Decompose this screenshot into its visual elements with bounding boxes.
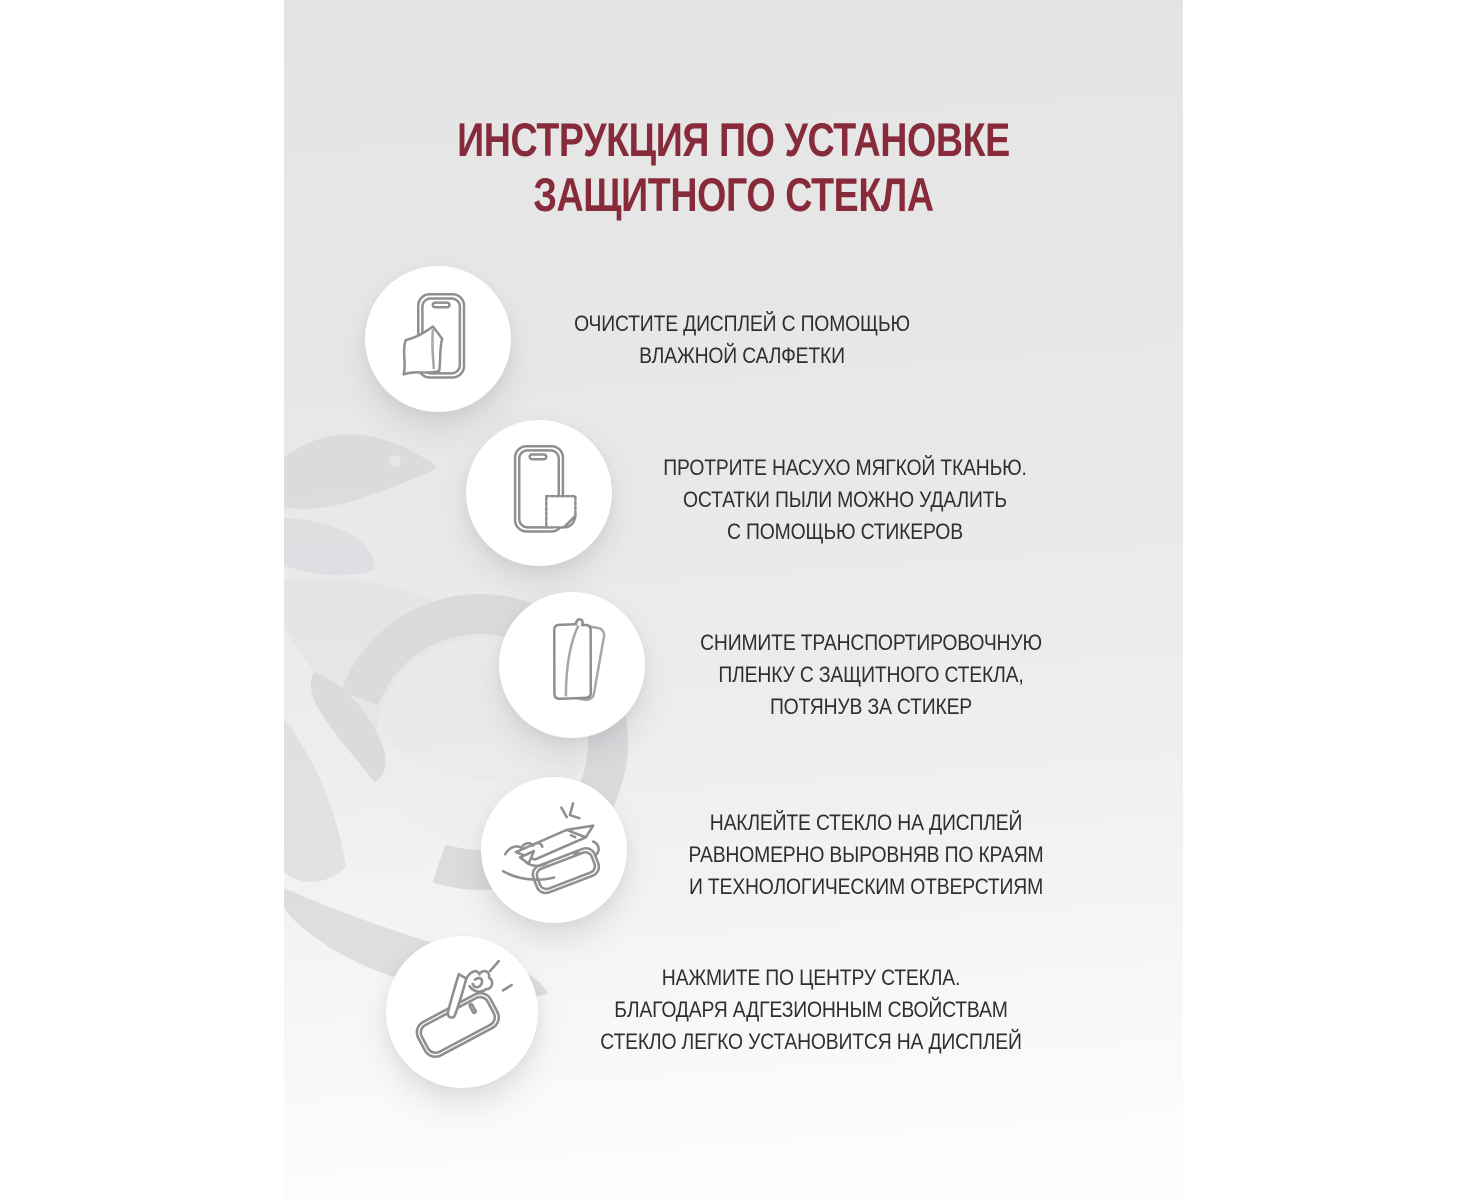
step-3-line-3: ПОТЯНУВ ЗА СТИКЕР xyxy=(769,694,973,719)
step-4-text xyxy=(558,807,1174,903)
step-4-line-1: НАКЛЕЙТЕ СТЕКЛО НА ДИСПЛЕЙ xyxy=(709,810,1023,835)
step-5-line-1: НАЖМИТЕ ПО ЦЕНТРУ СТЕКЛА. xyxy=(661,965,961,990)
step-1-text xyxy=(434,308,1050,372)
page-title xyxy=(374,112,1093,222)
step-3-text xyxy=(563,627,1179,723)
step-5-line-2: БЛАГОДАРЯ АДГЕЗИОННЫМ СВОЙСТВАМ xyxy=(614,997,1008,1022)
step-4-line-3: И ТЕХНОЛОГИЧЕСКИМ ОТВЕРСТИЯМ xyxy=(688,874,1044,899)
step-2-line-2: ОСТАТКИ ПЫЛИ МОЖНО УДАЛИТЬ xyxy=(683,487,1007,512)
step-3-line-2: ПЛЕНКУ С ЗАЩИТНОГО СТЕКЛА, xyxy=(718,662,1024,687)
step-2-line-1: ПРОТРИТЕ НАСУХО МЯГКОЙ ТКАНЬЮ. xyxy=(663,455,1027,480)
step-4-line-2: РАВНОМЕРНО ВЫРОВНЯВ ПО КРАЯМ xyxy=(688,842,1044,867)
page-title-line-1: ИНСТРУКЦИЯ ПО УСТАНОВКЕ xyxy=(457,113,1010,166)
step-1-line-1: ОЧИСТИТЕ ДИСПЛЕЙ С ПОМОЩЬЮ xyxy=(574,311,910,336)
step-5-line-3: СТЕКЛО ЛЕГКО УСТАНОВИТСЯ НА ДИСПЛЕЙ xyxy=(600,1029,1022,1054)
step-5-text xyxy=(503,962,1119,1058)
page-title-line-2: ЗАЩИТНОГО СТЕКЛА xyxy=(533,168,934,221)
step-2-text xyxy=(537,452,1153,548)
step-1-line-2: ВЛАЖНОЙ САЛФЕТКИ xyxy=(639,343,845,368)
press-center-icon xyxy=(408,958,516,1066)
step-2-line-3: С ПОМОЩЬЮ СТИКЕРОВ xyxy=(727,519,963,544)
step-3-line-1: СНИМИТЕ ТРАНСПОРТИРОВОЧНУЮ xyxy=(700,630,1042,655)
